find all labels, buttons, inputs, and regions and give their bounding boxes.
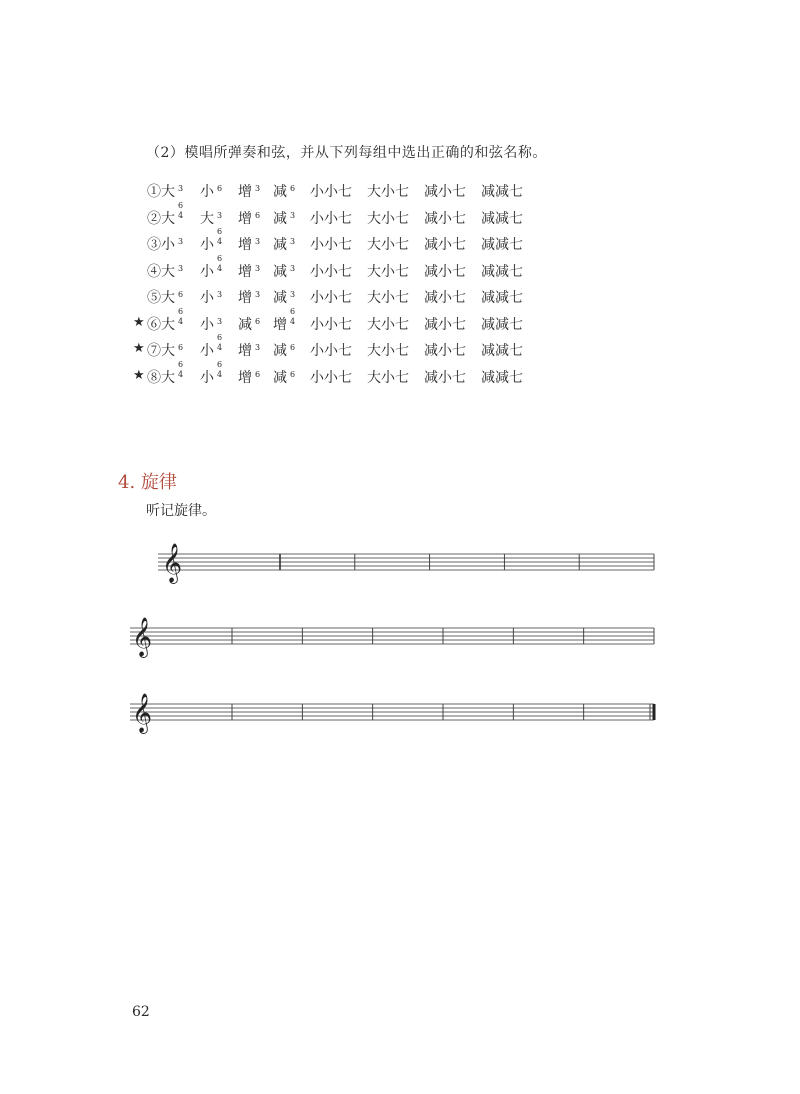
chord-label: 增 <box>238 210 252 227</box>
chord-label: ⑦大 <box>147 343 175 359</box>
chord-label: 减 <box>273 343 287 359</box>
chord-label: 小小七 <box>310 237 352 253</box>
staff[interactable] <box>130 617 654 658</box>
inversion-figure: 3 <box>255 290 261 299</box>
star-icon: ★ <box>133 341 145 356</box>
inversion-figure: 3 <box>178 184 184 193</box>
inversion-figure: 6 <box>255 369 261 379</box>
chord-label: 小 <box>200 263 214 280</box>
inversion-figure: 3 <box>290 290 296 299</box>
chord-label: 减小七 <box>424 263 466 280</box>
chord-label: 小 <box>200 316 214 333</box>
chord-label: 减减七 <box>481 237 523 253</box>
inversion-figure: 3 <box>178 263 184 273</box>
chord-label: 减 <box>273 369 287 386</box>
inversion-figure: 3 <box>255 237 261 246</box>
chord-label: 大小七 <box>367 210 409 227</box>
chord-label: 减小七 <box>424 290 466 306</box>
chord-label: ⑤大 <box>147 290 175 306</box>
treble-clef-icon: 𝄞 <box>162 543 183 583</box>
chord-label: 增 <box>238 237 252 253</box>
chord-label: ③小 <box>147 237 175 253</box>
chord-label: 减 <box>273 184 287 200</box>
chord-label: 增 <box>238 184 252 200</box>
inversion-figure: 3 <box>178 237 184 246</box>
chord-label: 小 <box>200 237 214 253</box>
chord-label: 减 <box>273 237 287 253</box>
chord-label: 大小七 <box>367 343 409 359</box>
inversion-figure: 3 <box>290 263 296 273</box>
inversion-figure: 6 <box>255 316 261 326</box>
inversion-figure: 6 <box>178 343 184 352</box>
chord-label: 大小七 <box>367 184 409 200</box>
chord-label: 减小七 <box>424 184 466 200</box>
chord-label: 减 <box>238 316 252 333</box>
chord-label: 减小七 <box>424 316 466 333</box>
chord-label: 增 <box>238 263 252 280</box>
chord-label: 小 <box>200 343 214 359</box>
chord-label: 大小七 <box>367 237 409 253</box>
staff[interactable] <box>130 693 654 734</box>
chord-label: 减 <box>273 263 287 280</box>
chord-label: 小小七 <box>310 343 352 359</box>
inversion-figure: 6 4 <box>217 359 223 379</box>
inversion-figure: 6 <box>290 343 296 352</box>
star-icon: ★ <box>133 314 145 330</box>
inversion-figure: 3 <box>217 290 223 299</box>
inversion-figure: 3 <box>217 210 223 220</box>
chord-label: 减减七 <box>481 316 523 333</box>
chord-label: 大小七 <box>367 263 409 280</box>
chord-label: 减小七 <box>424 237 466 253</box>
chord-label: 减小七 <box>424 210 466 227</box>
treble-clef-icon: 𝄞 <box>132 617 153 657</box>
chord-label: 减小七 <box>424 369 466 386</box>
chord-label: 小 <box>200 290 214 306</box>
inversion-figure: 6 4 <box>290 306 296 326</box>
inversion-figure: 3 <box>255 343 261 352</box>
inversion-figure: 6 <box>217 184 223 193</box>
staff[interactable] <box>158 543 654 584</box>
chord-label: 小小七 <box>310 369 352 386</box>
chord-label: ⑥大 <box>147 316 175 333</box>
inversion-figure: 6 4 <box>178 359 184 379</box>
chord-label: 减减七 <box>481 369 523 386</box>
chord-label: 减 <box>273 290 287 306</box>
chord-label: 小 <box>200 184 214 200</box>
inversion-figure: 3 <box>290 210 296 220</box>
inversion-figure: 6 4 <box>178 200 184 220</box>
chord-label: 减减七 <box>481 290 523 306</box>
inversion-figure: 6 4 <box>217 333 223 352</box>
inversion-figure: 6 <box>290 369 296 379</box>
chord-label: 大小七 <box>367 369 409 386</box>
chord-label: ①大 <box>147 184 175 200</box>
chord-label: 减减七 <box>481 184 523 200</box>
chord-label: ④大 <box>147 263 175 280</box>
chord-label: 小 <box>200 369 214 386</box>
chord-label: 减减七 <box>481 343 523 359</box>
chord-label: 增 <box>273 316 287 333</box>
chord-label: 增 <box>238 369 252 386</box>
inversion-figure: 6 4 <box>178 306 184 326</box>
page-number: 62 <box>132 1004 150 1020</box>
inversion-figure: 3 <box>255 184 261 193</box>
instruction-text: （2）模唱所弹奏和弦，并从下列每组中选出正确的和弦名称。 <box>146 145 547 161</box>
chord-label: 小小七 <box>310 184 352 200</box>
section-title: 旋律 <box>140 472 177 493</box>
inversion-figure: 6 <box>178 290 184 299</box>
inversion-figure: 6 <box>290 184 296 193</box>
chord-label: 减 <box>273 210 287 227</box>
chord-label: 减小七 <box>424 343 466 359</box>
chord-label: ②大 <box>147 210 175 227</box>
chord-label: 大 <box>200 210 214 227</box>
inversion-figure: 6 4 <box>217 253 223 273</box>
chord-label: 大小七 <box>367 316 409 333</box>
chord-label: 减减七 <box>481 263 523 280</box>
inversion-figure: 6 <box>255 210 261 220</box>
section-number: 4. <box>118 472 136 493</box>
section-instruction: 听记旋律。 <box>146 503 216 519</box>
chord-label: 小小七 <box>310 290 352 306</box>
treble-clef-icon: 𝄞 <box>132 693 153 733</box>
chord-label: 小小七 <box>310 316 352 333</box>
inversion-figure: 3 <box>290 237 296 246</box>
inversion-figure: 3 <box>255 263 261 273</box>
chord-label: 减减七 <box>481 210 523 227</box>
chord-label: 小小七 <box>310 210 352 227</box>
chord-label: ⑧大 <box>147 369 175 386</box>
inversion-figure: 6 4 <box>217 227 223 246</box>
chord-label: 增 <box>238 290 252 306</box>
star-icon: ★ <box>133 367 145 383</box>
chord-label: 大小七 <box>367 290 409 306</box>
chord-label: 小小七 <box>310 263 352 280</box>
inversion-figure: 3 <box>217 316 223 326</box>
chord-label: 增 <box>238 343 252 359</box>
